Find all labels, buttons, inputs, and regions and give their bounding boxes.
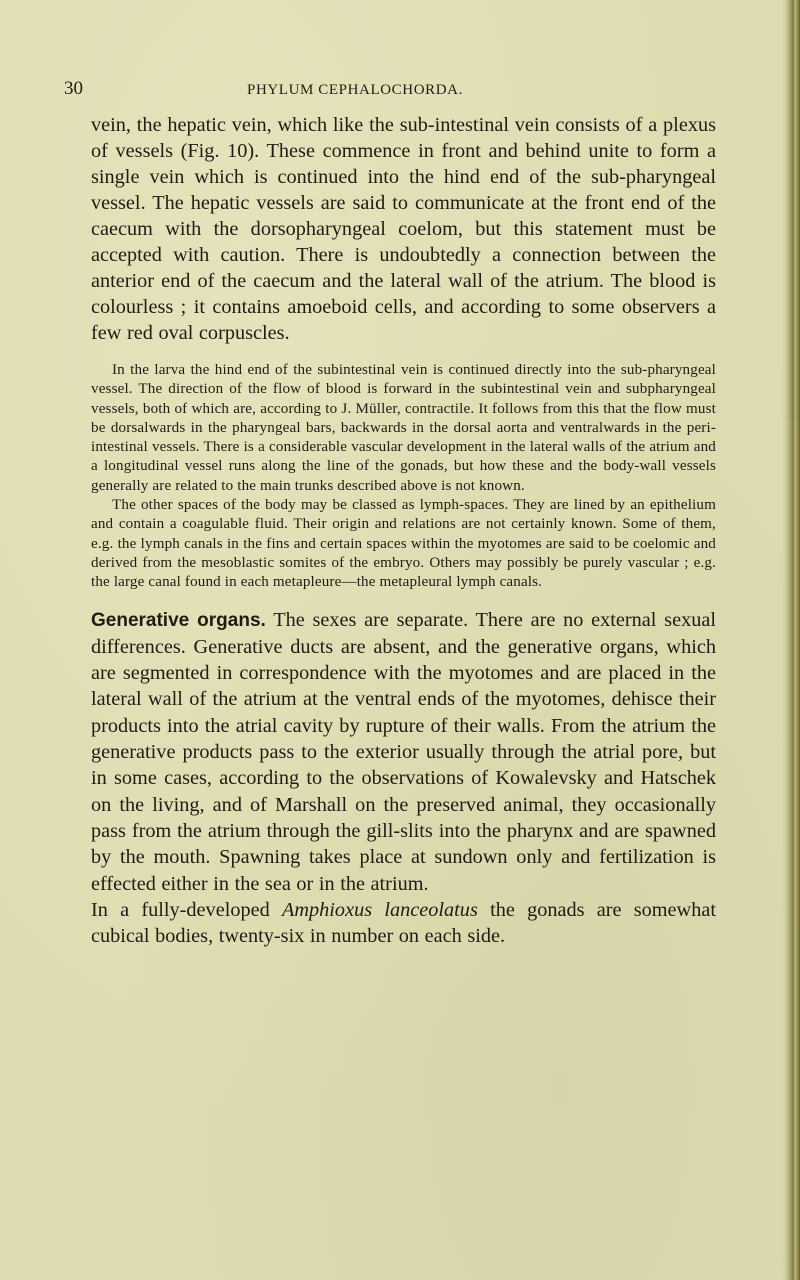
page-body (91, 112, 716, 949)
generative-paragraph-text: The sexes are separate. There are no external sexual differences. Generative ducts are absent, and the generative organs, which are segmented in correspondence with the myotomes and are placed in the lateral wall of the atrium at the ventral ends of the myotomes, dehisce their products into the atrial cavity by rupture of their walls. From the atrium the generative products pass to the exterior usually through the atrial pore, but in some cases, according to the observations of Kowalevsky and Hatschek on the living, and of Marshall on the preserved animal, they occasionally pass from the atrium through the gill-slits into the pharynx and are spawned by the mouth. Spawning takes place at sundown only and fertilization is effected either in the sea or in the atrium. (91, 608, 716, 895)
gonads-paragraph-suffix: the gonads are somewhat cubical bodies, twenty-six in number on each side. (91, 898, 716, 948)
gonads-paragraph-prefix: In a fully-developed (91, 898, 282, 921)
running-head (64, 78, 754, 102)
page-number: 30 (64, 78, 83, 99)
small-print-paragraph-larva: In the larva the hind end of the subintestinal vein is continued directly into the sub-pharyngeal vessel. The direction of the flow of blood is forward in the subintestinal vein and subpharyngeal vessels, both of which are, according to J. Müller, contractile. It follows from this that the flow must be dorsalwards in the pharyngeal bars, backwards in the dorsal aorta and ventralwards in the peri-intestinal vessels. There is a considerable vascular development in the lateral walls of the atrium and a longitudinal vessel runs along the line of the gonads, but how these and the body-wall vessels generally are related to the main trunks described above is not known. (91, 362, 716, 494)
small-print-paragraph-lymph-spaces: The other spaces of the body may be classed as lymph-spaces. They are lined by an epithelium and contain a coagulable fluid. Their origin and relations are not certainly known. Some of them, e.g. the lymph canals in the fins and certain spaces within the myotomes are said to be coelomic and derived from the mesoblastic somites of the embryo. Others may possibly be purely vascular ; e.g. the large canal found in each metapleure—the metapleural lymph canals. (91, 497, 716, 591)
main-text-block (91, 112, 716, 346)
species-name: Amphioxus lanceolatus (281, 898, 478, 921)
generative-organs-section (91, 607, 716, 950)
body-paragraph: vein, the hepatic vein, which like the sub-intestinal vein consists of a plexus of vessels (Fig. 10). These commence in front and behind unite to form a single vein which is continued into the hind end of the sub-pharyngeal vessel. The hepatic vessels are said to communicate at the front end of the caecum with the dorsopharyngeal coelom, but this statement must be accepted with caution. There is undoubtedly a connection between the anterior end of the caecum and the lateral wall of the atrium. The blood is colourless ; it contains amoeboid cells, and according to some observers a few red oval corpuscles. (91, 114, 716, 344)
section-heading: Generative organs. (91, 609, 266, 631)
gonads-paragraph (91, 897, 716, 950)
small-print-block (91, 361, 716, 593)
page-edge-shadow (782, 0, 800, 1280)
generative-paragraph (91, 607, 716, 897)
running-head-title: PHYLUM CEPHALOCHORDA. (247, 82, 463, 98)
